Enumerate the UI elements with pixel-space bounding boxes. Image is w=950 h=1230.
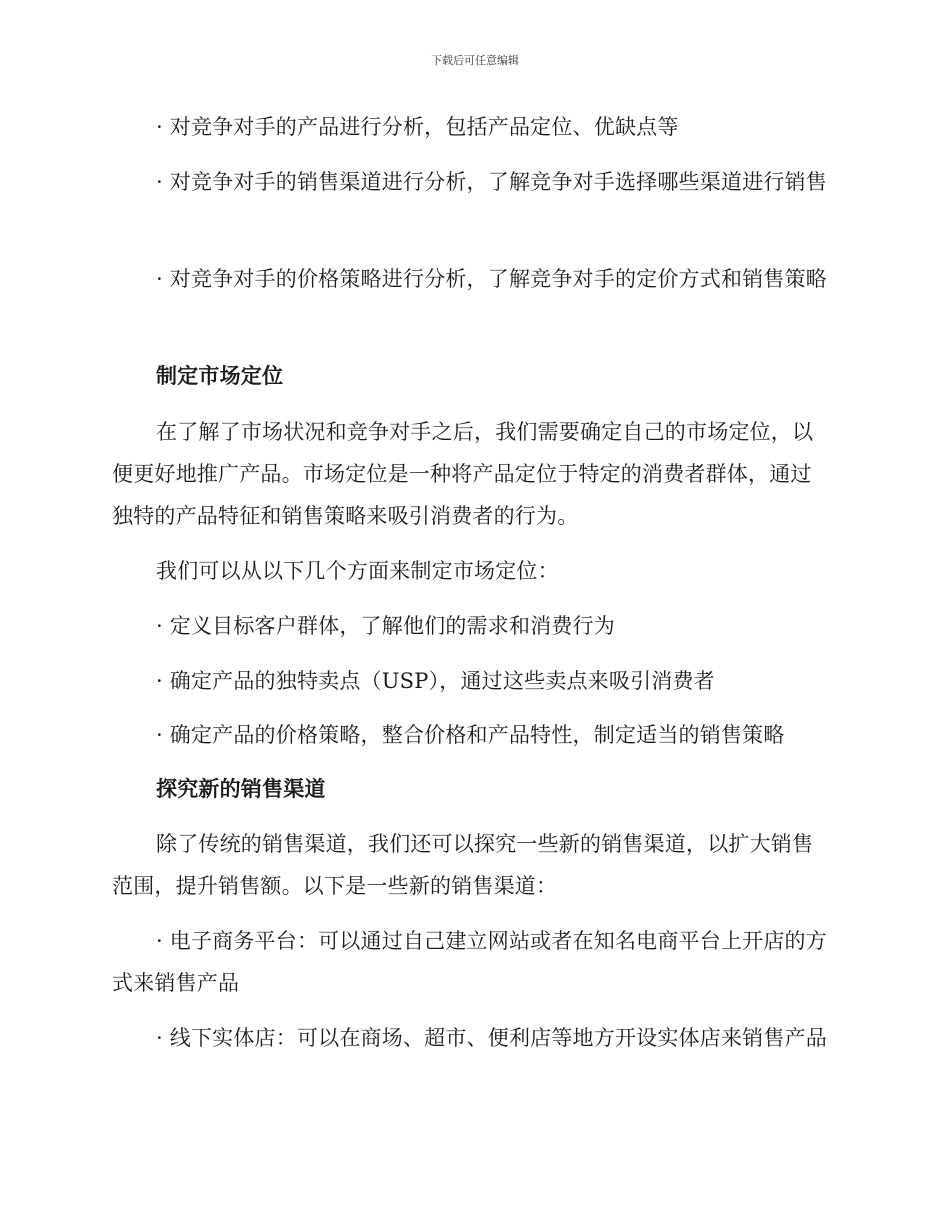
bullet-ecommerce-platform: · 电子商务平台：可以通过自己建立网站或者在知名电商平台上开店的方式来销售产品 (112, 929, 827, 995)
paragraph-positioning-aspects: 我们可以从以下几个方面来制定市场定位： (156, 559, 559, 583)
section-heading-market-positioning: 制定市场定位 (156, 364, 284, 388)
bullet-competitor-pricing: · 对竞争对手的价格策略进行分析，了解竞争对手的定价方式和销售策略 (156, 267, 827, 291)
page-header-note: 下载后可任意编辑 (431, 54, 519, 67)
bullet-usp: · 确定产品的独特卖点（USP），通过这些卖点来吸引消费者 (156, 669, 715, 693)
section-heading-new-channels: 探究新的销售渠道 (156, 777, 326, 801)
bullet-pricing-strategy: · 确定产品的价格策略，整合价格和产品特性，制定适当的销售策略 (156, 723, 785, 747)
paragraph-new-channels-intro: 除了传统的销售渠道，我们还可以探究一些新的销售渠道，以扩大销售范围，提升销售额。以下是一些新的销售渠道： (112, 832, 814, 898)
bullet-offline-store: · 线下实体店：可以在商场、超市、便利店等地方开设实体店来销售产品 (156, 1026, 827, 1050)
paragraph-market-positioning-intro: 在了解了市场状况和竞争对手之后，我们需要确定自己的市场定位，以便更好地推广产品。市场定位是一种将产品定位于特定的消费者群体，通过独特的产品特征和销售策略来吸引消费者的行为。 (112, 420, 814, 528)
bullet-target-customers: · 定义目标客户群体，了解他们的需求和消费行为 (156, 614, 615, 638)
bullet-competitor-product: · 对竞争对手的产品进行分析，包括产品定位、优缺点等 (156, 115, 679, 139)
bullet-competitor-channels: · 对竞争对手的销售渠道进行分析，了解竞争对手选择哪些渠道进行销售 (156, 170, 827, 194)
